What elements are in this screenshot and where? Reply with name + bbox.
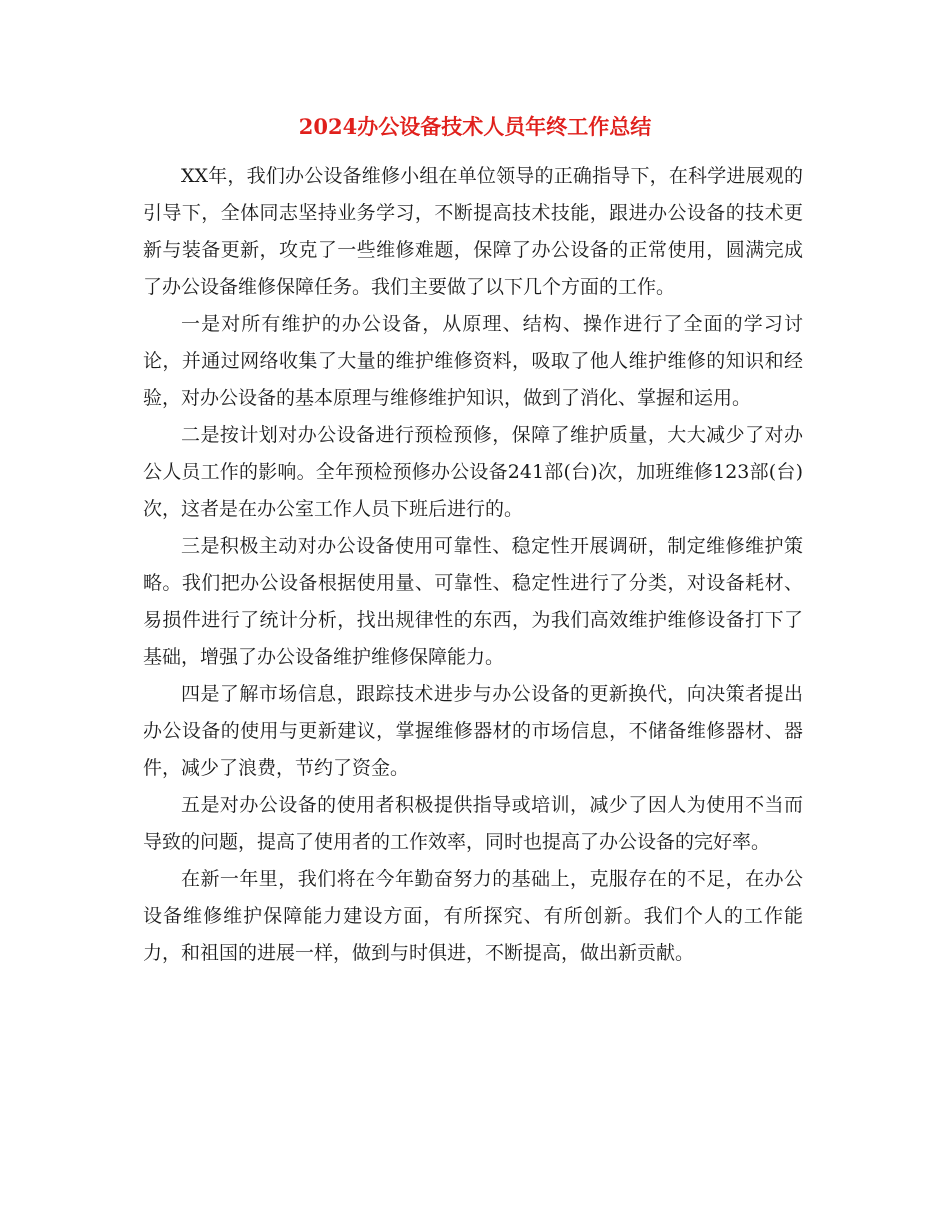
document-body	[143, 158, 803, 972]
paragraph-point-5: 五是对办公设备的使用者积极提供指导或培训，减少了因人为使用不当而导致的问题，提高了使用者的工作效率，同时也提高了办公设备的完好率。	[143, 794, 803, 853]
paragraph-point-4: 四是了解市场信息，跟踪技术进步与办公设备的更新换代，向决策者提出办公设备的使用与更新建议，掌握维修器材的市场信息，不储备维修器材、器件，减少了浪费，节约了资金。	[143, 683, 803, 779]
paragraph-intro: XX年，我们办公设备维修小组在单位领导的正确指导下，在科学进展观的引导下，全体同志坚持业务学习，不断提高技术技能，跟进办公设备的技术更新与装备更新，攻克了一些维修难题，保障了办公设备的正常使用，圆满完成了办公设备维修保障任务。我们主要做了以下几个方面的工作。	[143, 165, 803, 298]
paragraph-conclusion: 在新一年里，我们将在今年勤奋努力的基础上，克服存在的不足，在办公设备维修维护保障能力建设方面，有所探究、有所创新。我们个人的工作能力，和祖国的进展一样，做到与时俱进，不断提高，做出新贡献。	[143, 868, 803, 964]
paragraph-point-1: 一是对所有维护的办公设备，从原理、结构、操作进行了全面的学习讨论，并通过网络收集了大量的维护维修资料，吸取了他人维护维修的知识和经验，对办公设备的基本原理与维修维护知识，做到了消化、掌握和运用。	[143, 313, 803, 409]
paragraph-point-2: 二是按计划对办公设备进行预检预修，保障了维护质量，大大减少了对办公人员工作的影响。全年预检预修办公设备241部(台)次，加班维修123部(台)次，这者是在办公室工作人员下班后进行的。	[143, 424, 803, 520]
document-title: 2024办公设备技术人员年终工作总结	[298, 114, 652, 139]
paragraph-point-3: 三是积极主动对办公设备使用可靠性、稳定性开展调研，制定维修维护策略。我们把办公设备根据使用量、可靠性、稳定性进行了分类，对设备耗材、易损件进行了统计分析，找出规律性的东西，为我们高效维护维修设备打下了基础，增强了办公设备维护维修保障能力。	[143, 535, 803, 668]
